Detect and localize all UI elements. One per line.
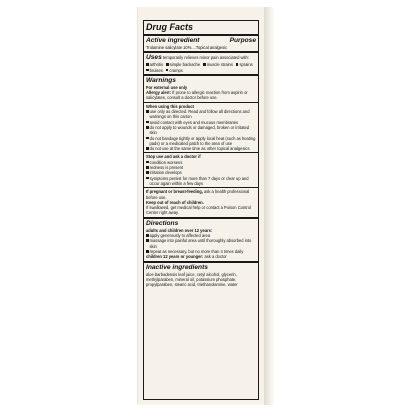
divider: [144, 102, 258, 103]
uses-intro: temporarily relieves minor pain associated with:: [162, 55, 249, 61]
divider: [144, 261, 258, 263]
stop-use-item: symptoms persist for more than 7 days or clear up and occur again within a few days: [146, 176, 256, 187]
when-using-item: avoid contact with eyes and mucous membranes: [146, 120, 256, 125]
active-ingredient-header: [146, 37, 256, 45]
uses-item: arthritis: [146, 62, 163, 67]
pregnancy-label: If pregnant or breast-feeding,: [146, 189, 203, 195]
divider: [144, 187, 258, 188]
when-using-heading: When using this product: [146, 103, 194, 109]
uses-item: bruises: [146, 68, 163, 73]
purpose-label: Purpose: [229, 37, 256, 44]
stop-use-item: irritation develops: [146, 170, 256, 175]
children-under-12-text: ask a doctor: [204, 254, 227, 260]
active-ingredient-line: Trolamine salicylate 10%....Topical analgesic: [146, 45, 228, 50]
stop-use-item: redness is present: [146, 165, 256, 170]
directions-heading: Directions: [146, 219, 179, 227]
children-warning-text: If swallowed, get medical help or contact a Poison Control Center right away.: [146, 205, 251, 216]
allergy-alert-text: If prone to allergic reaction from aspirin or salicylates, consult a doctor before use.: [146, 90, 248, 101]
allergy-alert: [146, 90, 256, 101]
warnings-heading: Warnings: [146, 76, 176, 84]
adults-heading: adults and children over 12 years:: [146, 227, 213, 233]
drug-facts-title: Drug Facts: [146, 22, 194, 32]
divider: [144, 74, 258, 76]
divider: [144, 34, 258, 36]
when-using-item: do not apply to wounds or damaged, broken or irritated skin: [146, 125, 256, 136]
uses-item: cramps: [166, 68, 183, 73]
uses-section: [146, 54, 256, 62]
when-using-item: do not use at the same time as other topical analgesics: [146, 146, 256, 151]
children-warning-heading: Keep out of reach of children.: [146, 199, 204, 205]
when-using-item: do not bandage tightly or apply local heat (such as heating pads) or a medicated patch to the area of use: [146, 136, 256, 147]
uses-item: sprains: [236, 62, 253, 67]
active-ingredient-label: Active ingredient: [146, 37, 200, 44]
divider: [144, 51, 258, 53]
divider: [144, 217, 258, 219]
allergy-alert-label: Allergy alert:: [146, 90, 172, 96]
pregnancy-warning: [146, 189, 256, 200]
uses-item: simple backache: [166, 62, 200, 67]
carton-back-panel: [137, 7, 264, 405]
children-under-12-label: children 12 years or younger:: [146, 254, 204, 260]
uses-list: [146, 62, 256, 73]
directions-item: massage into painful area until thoroughly absorbed into skin: [146, 238, 256, 249]
pregnancy-text: ask a health professional before use.: [146, 189, 250, 200]
stop-use-heading: Stop use and ask a doctor if: [146, 154, 201, 160]
divider: [144, 152, 258, 153]
children-under-12: [146, 254, 256, 259]
directions-item: repeat as necessary, but no more than 4 times daily: [146, 249, 256, 254]
external-use-warning: For external use only: [146, 84, 188, 90]
inactive-ingredients-heading: Inactive ingredients: [146, 263, 208, 271]
inactive-ingredients-text: aloe barbadensis leaf juice, cetyl alcohol, glycerin, methylparaben, mineral oil, potassium phosphate, propylparaben, stearic acid, triethanolamine, water: [146, 271, 238, 288]
uses-heading: Uses: [146, 54, 162, 62]
stop-use-item: condition worsens: [146, 160, 256, 165]
when-using-item: use only as directed. Read and follow all directions and warnings on this carton: [146, 109, 256, 120]
drug-facts-box: [143, 20, 259, 400]
directions-item: apply generously to affected area: [146, 233, 256, 238]
uses-item: muscle strains: [203, 62, 233, 67]
